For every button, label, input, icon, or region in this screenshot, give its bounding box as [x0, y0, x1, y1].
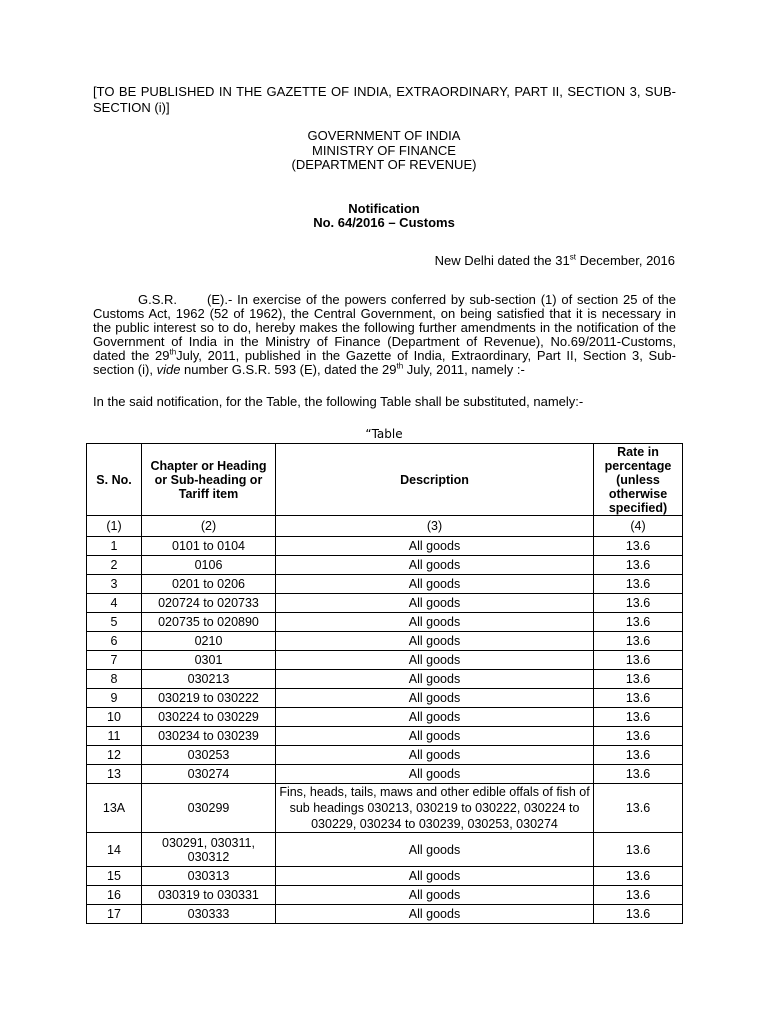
table-row — [87, 537, 683, 556]
cell-rate: 13.6 — [594, 886, 683, 905]
column-number: (3) — [276, 516, 594, 537]
header-chapter: Chapter or Heading or Sub-heading or Tariff item — [142, 444, 276, 516]
cell-sno: 7 — [87, 651, 142, 670]
para-part2: July, 2011, published in the Gazette of India, Extraordinary, Part II, Section 3, Sub-section (i), — [93, 348, 676, 377]
government-title: GOVERNMENT OF INDIA — [307, 128, 461, 143]
table-row — [87, 833, 683, 867]
para-part1: In exercise of the powers conferred by sub-section (1) of section 25 of the Customs Act, 1962 (52 of 1962), the Central Government, on being satisfied that it is necessary in the public interest so to do, hereby makes the following further amendments in the notification of the Government of India in the Ministry of Finance (Department of Revenue), No.69/2011-Customs, dated the 29 — [93, 292, 676, 363]
table-row — [87, 594, 683, 613]
cell-sno: 11 — [87, 727, 142, 746]
preamble-paragraph — [93, 293, 676, 377]
cell-sno: 12 — [87, 746, 142, 765]
cell-description: All goods — [276, 575, 594, 594]
table-row — [87, 613, 683, 632]
cell-description: All goods — [276, 537, 594, 556]
e-label: (E).- — [207, 292, 233, 307]
cell-heading: 020724 to 020733 — [142, 594, 276, 613]
dateline — [435, 253, 675, 269]
para-sup2: th — [396, 361, 404, 371]
cell-rate: 13.6 — [594, 632, 683, 651]
vide-word: vide — [156, 362, 181, 377]
table-row — [87, 670, 683, 689]
cell-heading: 030333 — [142, 905, 276, 924]
cell-rate: 13.6 — [594, 594, 683, 613]
cell-heading: 020735 to 020890 — [142, 613, 276, 632]
table-row — [87, 632, 683, 651]
cell-rate: 13.6 — [594, 727, 683, 746]
cell-rate: 13.6 — [594, 575, 683, 594]
cell-description: All goods — [276, 886, 594, 905]
tariff-table — [86, 443, 683, 924]
notification-number: No. 64/2016 – Customs — [313, 215, 455, 230]
cell-rate: 13.6 — [594, 746, 683, 765]
cell-description: All goods — [276, 613, 594, 632]
cell-rate: 13.6 — [594, 689, 683, 708]
cell-rate: 13.6 — [594, 537, 683, 556]
cell-heading: 0301 — [142, 651, 276, 670]
cell-description: All goods — [276, 651, 594, 670]
cell-sno: 10 — [87, 708, 142, 727]
cell-heading: 030274 — [142, 765, 276, 784]
cell-rate: 13.6 — [594, 613, 683, 632]
cell-heading: 0101 to 0104 — [142, 537, 276, 556]
cell-heading: 030219 to 030222 — [142, 689, 276, 708]
cell-rate: 13.6 — [594, 905, 683, 924]
table-column-number-row — [87, 516, 683, 537]
cell-heading: 030313 — [142, 867, 276, 886]
cell-sno: 15 — [87, 867, 142, 886]
table-row — [87, 651, 683, 670]
header-rate: Rate in percentage (unless otherwise specified) — [594, 444, 683, 516]
cell-sno: 8 — [87, 670, 142, 689]
cell-description: All goods — [276, 594, 594, 613]
table-row — [87, 556, 683, 575]
table-row — [87, 708, 683, 727]
header-sno: S. No. — [87, 444, 142, 516]
cell-heading: 030234 to 030239 — [142, 727, 276, 746]
cell-description: All goods — [276, 746, 594, 765]
cell-heading: 030224 to 030229 — [142, 708, 276, 727]
cell-description: All goods — [276, 833, 594, 867]
para-part3: number G.S.R. 593 (E), dated the 29 — [180, 362, 397, 377]
cell-sno: 6 — [87, 632, 142, 651]
table-row — [87, 867, 683, 886]
dateline-sup: st — [569, 252, 576, 262]
cell-sno: 4 — [87, 594, 142, 613]
cell-sno: 9 — [87, 689, 142, 708]
substitution-line: In the said notification, for the Table, the following Table shall be substituted, namely:- — [93, 394, 584, 409]
cell-rate: 13.6 — [594, 651, 683, 670]
cell-description: All goods — [276, 556, 594, 575]
table-caption: “Table — [365, 427, 403, 441]
para-sup1: th — [169, 347, 177, 357]
cell-rate: 13.6 — [594, 784, 683, 833]
table-row — [87, 575, 683, 594]
cell-description: All goods — [276, 765, 594, 784]
cell-sno: 17 — [87, 905, 142, 924]
cell-heading: 030319 to 030331 — [142, 886, 276, 905]
cell-description: All goods — [276, 708, 594, 727]
cell-rate: 13.6 — [594, 833, 683, 867]
cell-description: All goods — [276, 905, 594, 924]
cell-description: Fins, heads, tails, maws and other edible offals of fish of sub headings 030213, 030219 to 030222, 030224 to 030229, 030234 to 030239, 030253, 030274 — [276, 784, 594, 833]
column-number: (1) — [87, 516, 142, 537]
cell-rate: 13.6 — [594, 867, 683, 886]
cell-description: All goods — [276, 867, 594, 886]
table-header-row — [87, 444, 683, 516]
gazette-heading: [TO BE PUBLISHED IN THE GAZETTE OF INDIA, EXTRAORDINARY, PART II, SECTION 3, SUB-SECTION (i)] — [93, 84, 676, 115]
cell-sno: 13 — [87, 765, 142, 784]
cell-heading: 030253 — [142, 746, 276, 765]
para-part4: July, 2011, namely :- — [403, 362, 525, 377]
table-body — [87, 537, 683, 924]
gsr-label: G.S.R. — [138, 292, 178, 307]
dateline-prefix: New Delhi dated the 31 — [434, 253, 570, 268]
ministry-title: MINISTRY OF FINANCE — [312, 143, 456, 158]
cell-sno: 1 — [87, 537, 142, 556]
column-number: (2) — [142, 516, 276, 537]
cell-description: All goods — [276, 689, 594, 708]
cell-sno: 5 — [87, 613, 142, 632]
cell-heading: 0106 — [142, 556, 276, 575]
cell-rate: 13.6 — [594, 708, 683, 727]
cell-heading: 030213 — [142, 670, 276, 689]
cell-sno: 3 — [87, 575, 142, 594]
table-row — [87, 689, 683, 708]
table-row — [87, 727, 683, 746]
cell-sno: 14 — [87, 833, 142, 867]
cell-description: All goods — [276, 670, 594, 689]
notification-label: Notification — [348, 201, 420, 216]
cell-heading: 030291, 030311, 030312 — [142, 833, 276, 867]
department-title: (DEPARTMENT OF REVENUE) — [291, 157, 477, 172]
cell-description: All goods — [276, 727, 594, 746]
table-row — [87, 746, 683, 765]
cell-rate: 13.6 — [594, 670, 683, 689]
cell-sno: 16 — [87, 886, 142, 905]
dateline-suffix: December, 2016 — [575, 253, 675, 268]
cell-sno: 2 — [87, 556, 142, 575]
table-row — [87, 886, 683, 905]
table-row — [87, 905, 683, 924]
cell-heading: 030299 — [142, 784, 276, 833]
cell-heading: 0210 — [142, 632, 276, 651]
header-description: Description — [276, 444, 594, 516]
column-number: (4) — [594, 516, 683, 537]
table-row — [87, 765, 683, 784]
cell-rate: 13.6 — [594, 556, 683, 575]
cell-description: All goods — [276, 632, 594, 651]
table-row — [87, 784, 683, 833]
cell-rate: 13.6 — [594, 765, 683, 784]
cell-sno: 13A — [87, 784, 142, 833]
cell-heading: 0201 to 0206 — [142, 575, 276, 594]
